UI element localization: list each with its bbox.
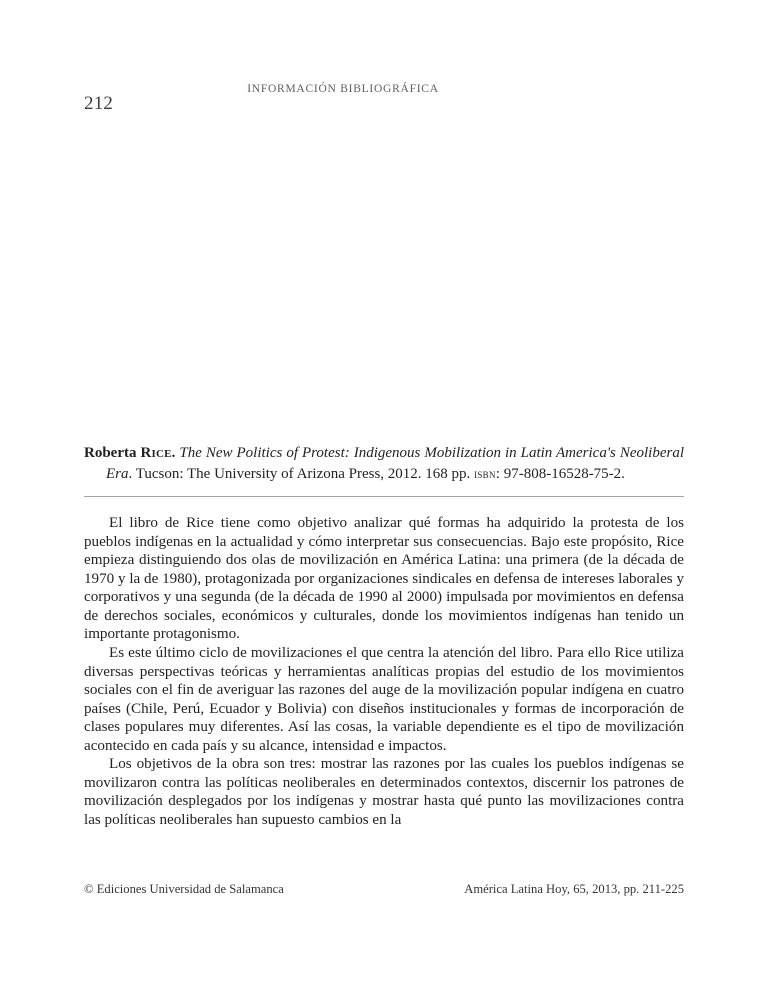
review-body: [84, 514, 684, 829]
body-paragraph: El libro de Rice tiene como objetivo analizar qué formas ha adquirido la protesta de los pueblos indígenas en la actualidad y cómo interpretar sus consecuencias. Bajo este propósito, Rice empieza distinguiendo dos olas de movilización en América Latina: una primera (de la década de 1970 y la de 1980), protagonizada por organizaciones sindicales en defensa de intereses laborales y corporativos y una segunda (de la década de 1990 al 2000) impulsada por movimientos en defensa de derechos sociales, económicos y culturales, donde los movimientos indígenas han tenido un importante protagonismo.: [84, 515, 684, 643]
citation-author-punct: .: [171, 445, 180, 461]
running-head: [84, 84, 684, 118]
running-head-title: INFORMACIÓN BIBLIOGRÁFICA: [247, 83, 439, 95]
citation-isbn-value: : 97-808-16528-75-2.: [495, 465, 625, 482]
section-divider-rule: [84, 496, 684, 497]
body-paragraph: Los objetivos de la obra son tres: mostrar las razones por las cuales los pueblos indígenas se movilizaron contra las políticas neoliberales en determinados contextos, discernir los patrones de movilización desplegados por los indígenas y mostrar hasta qué punto las movilizaciones contra las políticas neoliberales han supuesto cambios en la: [84, 756, 684, 828]
footer-journal-reference: América Latina Hoy, 65, 2013, pp. 211-225: [464, 882, 684, 896]
page-content: [84, 444, 684, 829]
citation-work-title: The New Politics of Protest: Indigenous Mobilization in Latin America's Neoliberal Era: [106, 445, 684, 482]
citation-author-first: Roberta: [84, 445, 141, 461]
citation-author-last: Rice: [140, 445, 172, 461]
book-citation: [84, 444, 684, 484]
citation-publication: . Tucson: The University of Arizona Press, 2012. 168 pp.: [128, 465, 475, 482]
citation-isbn-label: isbn: [474, 465, 496, 481]
footer-publisher: © Ediciones Universidad de Salamanca: [84, 882, 284, 896]
page-number: 212: [84, 93, 114, 114]
body-paragraph: Es este último ciclo de movilizaciones el que centra la atención del libro. Para ello Rice utiliza diversas perspectivas teóricas y herramientas analíticas propias del estudio de los movimientos sociales con el fin de averiguar las razones del auge de la movilización popular indígena en cuatro países (Chile, Perú, Ecuador y Bolivia) con diseños institucionales y formas de incorporación de clases populares muy diferentes. Así las cosas, la variable dependiente es el tipo de movilización acontecido en cada país y su alcance, intensidad e impactos.: [84, 645, 684, 754]
page-footer: [84, 880, 684, 898]
